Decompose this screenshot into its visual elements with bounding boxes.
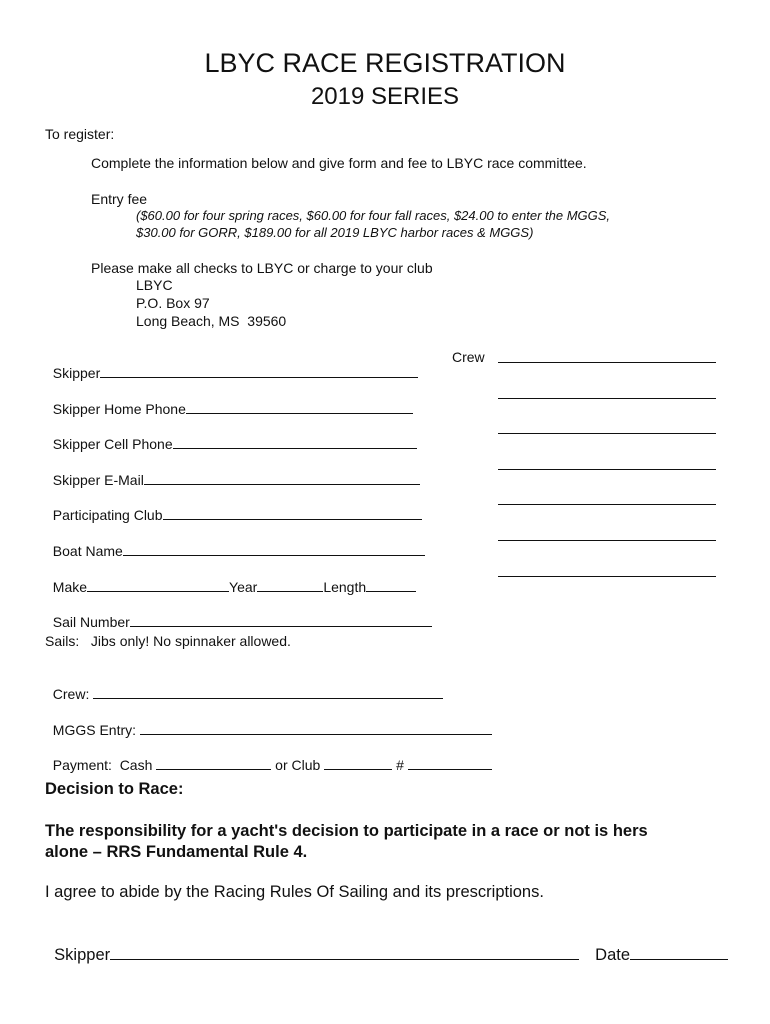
make-label: Make	[52, 579, 88, 595]
decision-heading: Decision to Race:	[45, 780, 184, 798]
cell-phone-label: Skipper Cell Phone	[52, 436, 173, 452]
year-label: Year	[229, 579, 258, 595]
skipper-label: Skipper	[52, 365, 101, 381]
payment-label: Payment: Cash	[52, 757, 153, 773]
page-subtitle: 2019 SERIES	[310, 83, 460, 110]
crew2-label: Crew:	[52, 686, 90, 702]
crew-line-4[interactable]	[498, 469, 716, 470]
entry-fee-line-2: $30.00 for GORR, $189.00 for all 2019 LBYC harbor races & MGGS)	[136, 225, 534, 240]
date-label: Date	[595, 946, 631, 964]
crew-line-3[interactable]	[498, 433, 716, 434]
to-register-label: To register:	[45, 126, 115, 142]
payment-field[interactable]	[45, 741, 492, 773]
mggs-field[interactable]	[45, 706, 492, 738]
rule-line-1: The responsibility for a yacht's decision to participate in a race or not is hers	[45, 822, 648, 840]
entry-fee-line-1: ($60.00 for four spring races, $60.00 for four fall races, $24.00 to enter the MGGS,	[136, 208, 611, 223]
date-field[interactable]	[586, 926, 728, 965]
crew-line-7[interactable]	[498, 576, 716, 577]
skipper-signature-label: Skipper	[54, 946, 111, 964]
checks-text: Please make all checks to LBYC or charge to your club	[91, 260, 433, 276]
crew-line-2[interactable]	[498, 398, 716, 399]
length-label: Length	[323, 579, 367, 595]
sails-note: Sails: Jibs only! No spinnaker allowed.	[45, 633, 291, 649]
address-line-2: P.O. Box 97	[136, 295, 210, 311]
club-label: Participating Club	[52, 507, 163, 523]
crew-line-5[interactable]	[498, 504, 716, 505]
make-year-length-field[interactable]	[45, 563, 416, 595]
club-field[interactable]	[45, 491, 422, 523]
skipper-field[interactable]	[45, 349, 418, 381]
hash-label: #	[396, 757, 404, 773]
or-club-label: or Club	[275, 757, 321, 773]
rule-line-2: alone – RRS Fundamental Rule 4.	[45, 843, 308, 861]
instruction-text: Complete the information below and give form and fee to LBYC race committee.	[91, 155, 587, 171]
mggs-label: MGGS Entry:	[52, 722, 137, 738]
crew-field[interactable]	[45, 670, 443, 702]
address-line-3: Long Beach, MS 39560	[136, 313, 287, 329]
email-label: Skipper E-Mail	[52, 472, 144, 488]
entry-fee-label: Entry fee	[91, 191, 148, 207]
boat-name-field[interactable]	[45, 527, 425, 559]
cell-phone-field[interactable]	[45, 420, 417, 452]
email-field[interactable]	[45, 456, 420, 488]
page-title: LBYC RACE REGISTRATION	[204, 48, 566, 78]
home-phone-field[interactable]	[45, 385, 413, 417]
address-line-1: LBYC	[136, 277, 173, 293]
sail-number-label: Sail Number	[52, 614, 130, 630]
sail-number-field[interactable]	[45, 598, 432, 630]
home-phone-label: Skipper Home Phone	[52, 401, 186, 417]
crew-line-1[interactable]	[498, 362, 716, 363]
skipper-signature-field[interactable]	[45, 926, 579, 965]
crew-label: Crew	[452, 349, 485, 365]
boat-name-label: Boat Name	[52, 543, 123, 559]
agreement-text: I agree to abide by the Racing Rules Of Sailing and its prescriptions.	[45, 883, 544, 901]
crew-line-6[interactable]	[498, 540, 716, 541]
